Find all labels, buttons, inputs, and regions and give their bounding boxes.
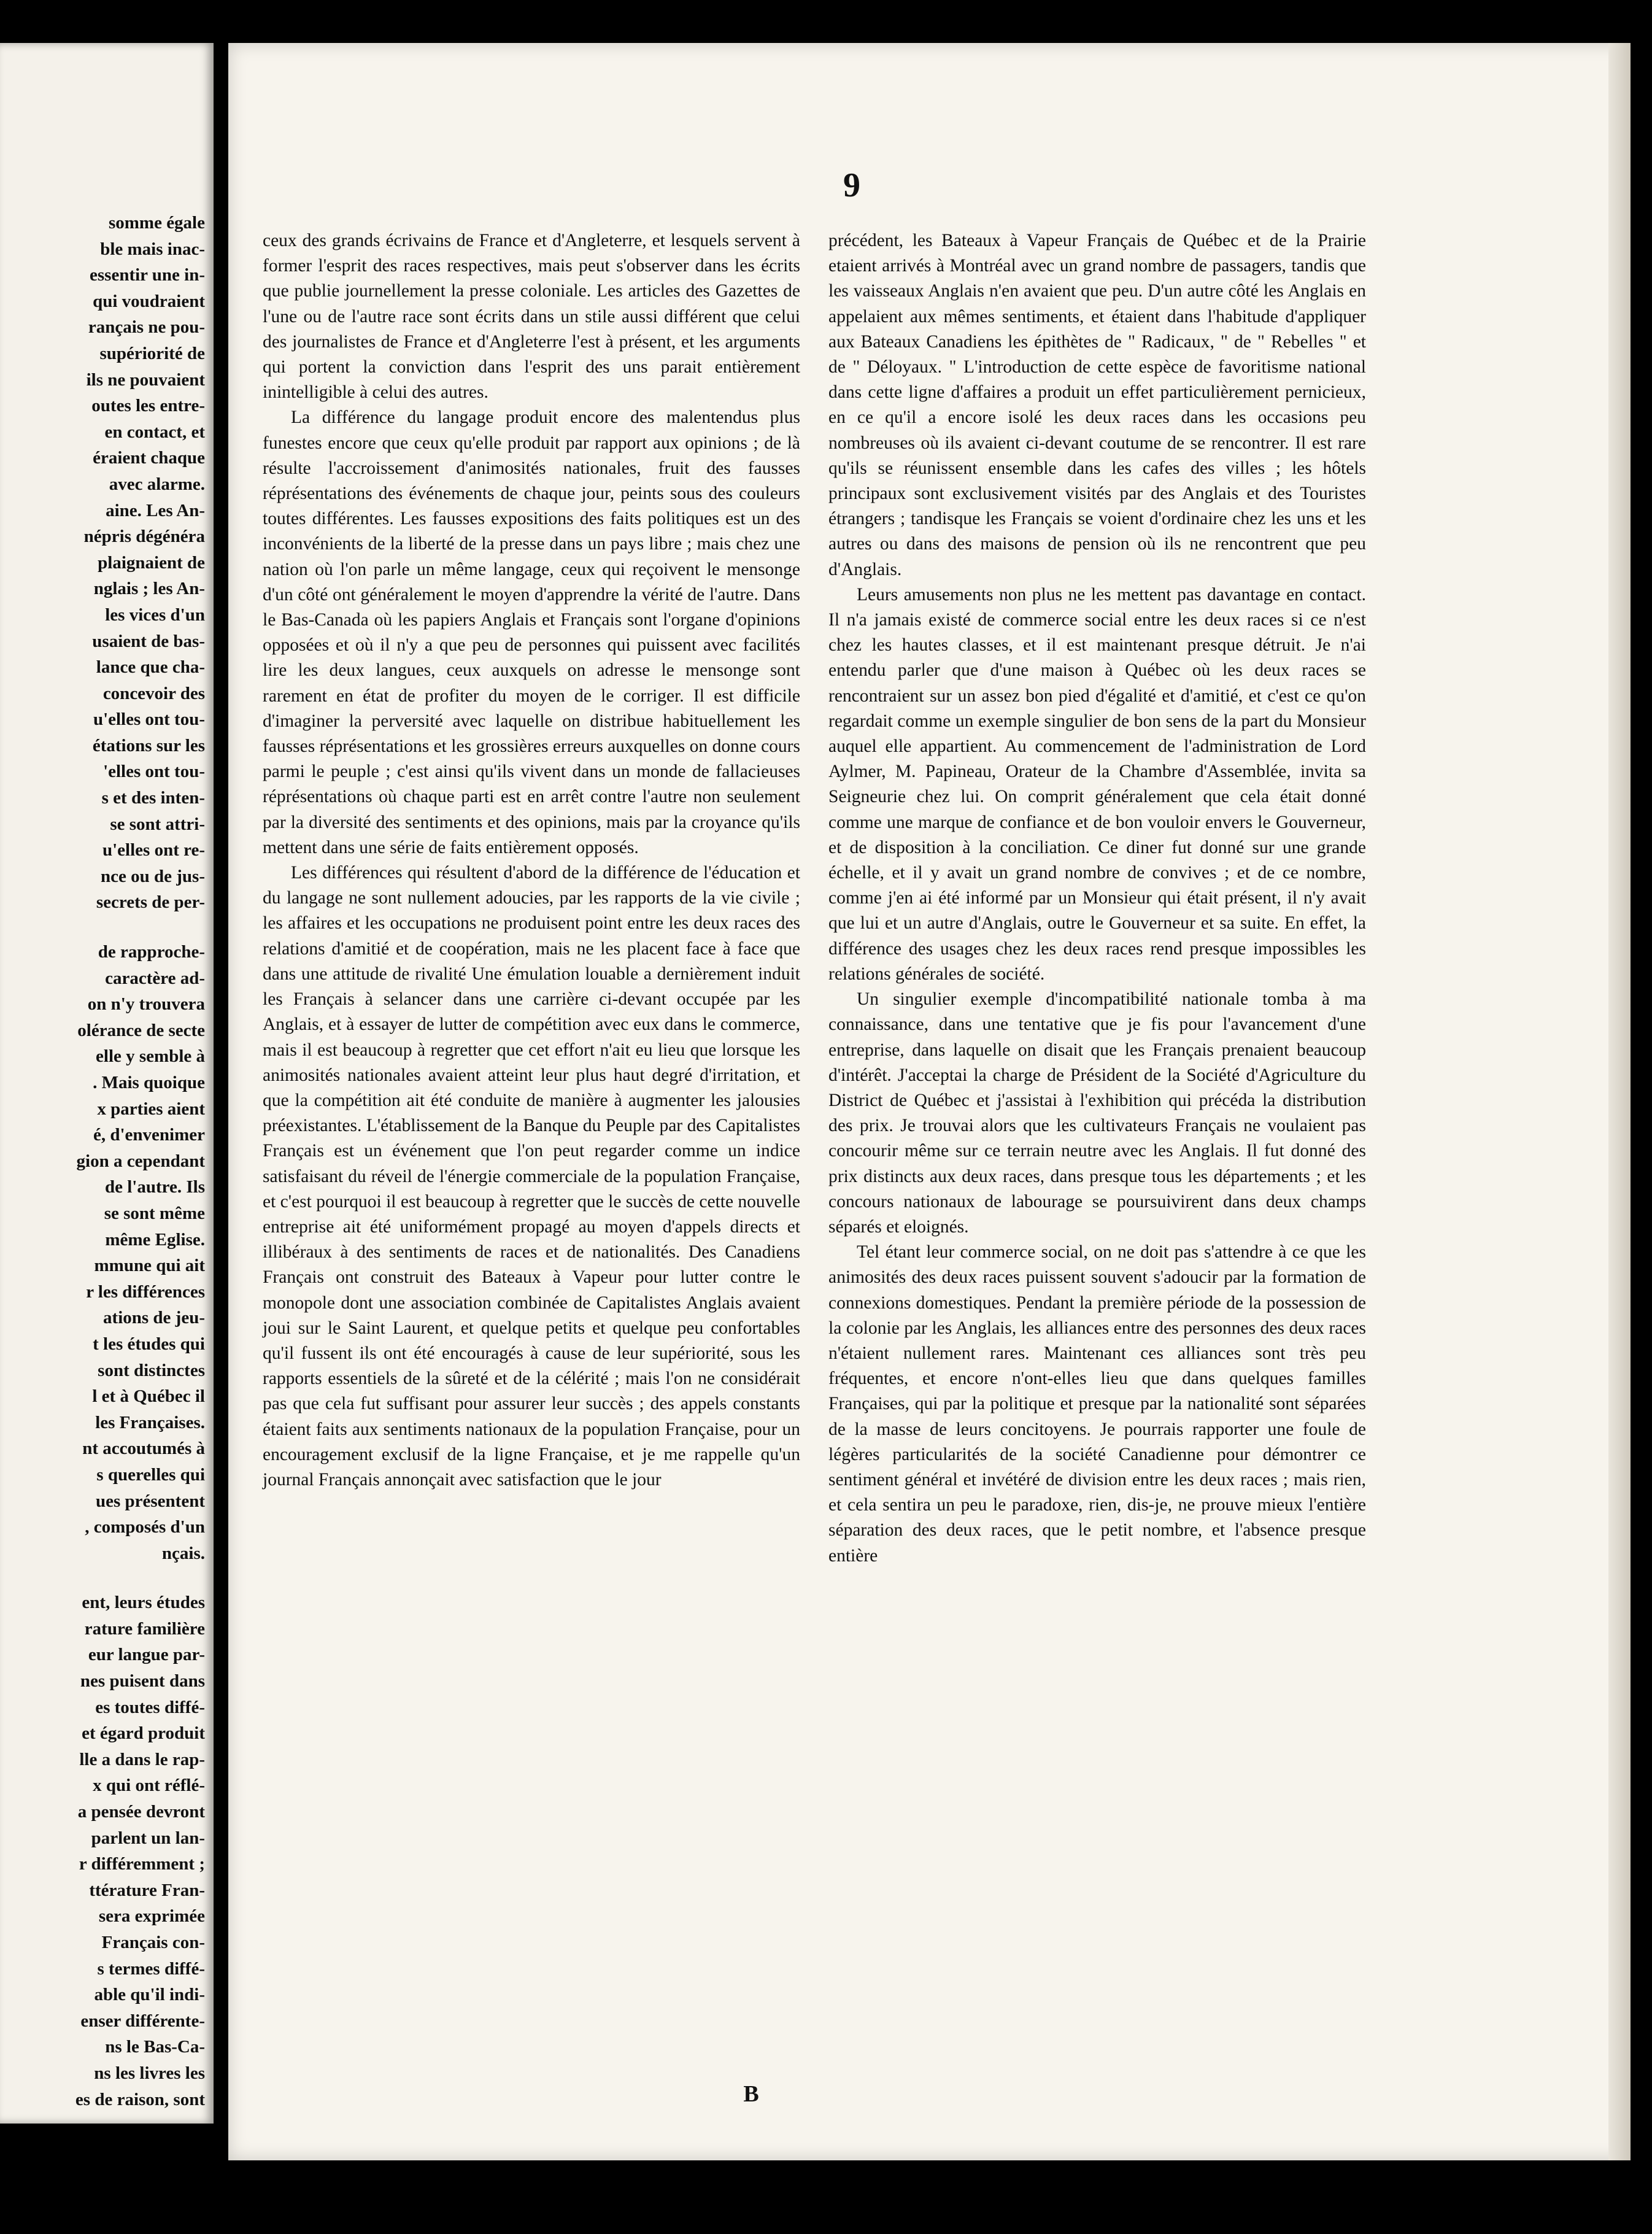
page — [228, 43, 1631, 2160]
previous-page-line: s et des inten- — [101, 788, 205, 808]
previous-page-line: s querelles qui — [96, 1464, 205, 1485]
previous-page-line: essentir une in- — [90, 265, 205, 285]
previous-page-text — [0, 210, 205, 2112]
previous-page-line: ns les livres les — [94, 2063, 205, 2083]
previous-page-line: x parties aient — [97, 1099, 205, 1119]
previous-page-line: avec alarme. — [109, 474, 205, 494]
paragraph: précédent, les Bateaux à Vapeur Français de Québec et de la Prairie etaient arrivés à Montréal avec un grand nombre de passagers, tandis que les vaisseaux Anglais n'en avaient que peu. D'un autre côté les Anglais en appelaient aux mêmes sentiments, et étaient dans l'habitude d'appliquer aux Bateaux Canadiens les épithètes de " Radicaux, " de " Rebelles " et de " Déloyaux. " L'introduction de cette espèce de favoritisme national dans cette ligne d'affaires a produit un effet particulièrement pernicieux, en ce qu'il a encore isolé les deux races dans les occasions peu nombreuses où ils avaient ci-devant coutume de se rencontrer. Il est rare qu'ils se réunissent ensemble dans les cafes des villes ; les hôtels principaux sont exclusivement visités par des Anglais et des Touristes étrangers ; tandisque les Français se voient d'ordinaire chez les uns et les autres ou dans des maisons de pension où ils ne rencontrent que peu d'Anglais. — [828, 231, 1366, 579]
previous-page-line: nt accoutumés à — [82, 1439, 205, 1459]
previous-page-line: eur langue par- — [88, 1645, 205, 1665]
paragraph-gap — [0, 1566, 205, 1590]
previous-page-line: sont distinctes — [98, 1360, 205, 1380]
previous-page-line: plaignaient de — [98, 552, 205, 573]
previous-page-line: népris dégénéra — [83, 527, 205, 547]
previous-page-line: usaient de bas- — [92, 631, 205, 651]
previous-page-line: s termes diffé- — [97, 1958, 205, 1979]
previous-page-line: x qui ont réflé- — [93, 1776, 205, 1796]
previous-page-line: de l'autre. Ils — [105, 1177, 205, 1197]
previous-page-line: parlent un lan- — [91, 1828, 205, 1848]
previous-page-line: se sont attri- — [110, 814, 205, 834]
previous-page-line: concevoir des — [102, 683, 205, 703]
previous-page-line: lle a dans le rap- — [79, 1749, 205, 1769]
previous-page-line: ble mais inac- — [100, 239, 205, 259]
previous-page-line: a pensée devront — [77, 1802, 205, 1822]
previous-page-line: gion a cependant — [76, 1151, 205, 1171]
paragraph: Un singulier exemple d'incompatibilité nationale tomba à ma connaissance, dans une tentative que je fis pour l'avancement d'une entreprise, dans laquelle on disait que les Français prenaient beaucoup d'intérêt. J'acceptai la charge de Président de la Société d'Agriculture du District de Québec et j'assistai à l'exhibition qui précéda la distribution des prix. Je trouvai alors que les cultivateurs Français ne voulaient pas concourir même sur ce terrain neutre avec les Anglais. Il fut donné des prix distincts aux deux races, dans presque tous les départements ; et les concours nationaux de labourage se poursuivirent dans deux champs séparés et eloignés. — [828, 989, 1366, 1237]
previous-page-line: rançais ne pou- — [88, 317, 205, 338]
previous-page-line: u'elles ont tou- — [93, 709, 205, 730]
previous-page-line: es toutes diffé- — [95, 1697, 205, 1717]
previous-page-line: elle y semble à — [96, 1046, 205, 1067]
previous-page-line: lance que cha- — [96, 657, 205, 678]
paragraph: Leurs amusements non plus ne les mettent pas davantage en contact. Il n'a jamais existé de commerce social entre les deux races si ce n'est chez les hautes classes, et il est maintenant presque détruit. Je n'ai entendu parler que d'une maison à Québec où les deux races se rencontraient sur un assez bon pied d'égalité et d'amitié, et c'est ce qu'on regardait comme un exemple singulier de bon sens de la part du Monsieur auquel elle appartient. Au commencement de l'administration de Lord Aylmer, M. Papineau, Orateur de la Chambre d'Assemblée, invita sa Seigneurie chez lui. On comprit généralement que cela était donné comme une marque de confiance et de bon vouloir envers le Gouverneur, et de disposition à la conciliation. Ce diner fut donné sur une grande échelle, et il y avait un grand nombre de convives ; et de ce nombre, comme j'en ai été informé par un Monsieur qui était présent, il n'y avait que lui et un autre d'Anglais, outre le Gouverneur et sa suite. En effet, la différence des usages chez les deux races rend presque impossibles les relations générales de société. — [828, 584, 1366, 984]
previous-page-line: enser différente- — [80, 2011, 205, 2031]
previous-page-line: nes puisent dans — [80, 1671, 205, 1691]
previous-page-line: ttérature Fran- — [89, 1880, 205, 1900]
previous-page-line: les Françaises. — [95, 1412, 205, 1432]
previous-page-line: r les différences — [86, 1281, 205, 1302]
previous-page-line: é, d'envenimer — [93, 1125, 205, 1145]
page-number: 9 — [843, 166, 860, 204]
previous-page-line: , composés d'un — [85, 1517, 205, 1537]
previous-page-line: t les études qui — [93, 1334, 205, 1354]
previous-page-line: rature familière — [84, 1618, 205, 1639]
previous-page-line: secrets de per- — [96, 892, 205, 913]
signature-mark: B — [743, 2081, 759, 2107]
previous-page-line: supériorité de — [99, 343, 205, 363]
left-column — [263, 228, 800, 1493]
previous-page-line: aine. Les An- — [106, 500, 205, 520]
paragraph-gap — [0, 916, 205, 939]
previous-page-line: on n'y trouvera — [87, 994, 205, 1015]
previous-page-line: outes les entre- — [91, 396, 205, 416]
previous-page-line: l et à Québec il — [92, 1386, 205, 1407]
previous-page-line: ations de jeu- — [103, 1308, 205, 1328]
previous-page-fragment — [0, 43, 214, 2124]
previous-page-line: nçais. — [161, 1543, 205, 1563]
previous-page-line: qui voudraient — [93, 291, 205, 311]
previous-page-line: les vices d'un — [105, 605, 205, 625]
previous-page-line: ent, leurs études — [82, 1593, 205, 1613]
previous-page-line: . Mais quoique — [93, 1073, 205, 1092]
previous-page-line: ils ne pouvaient — [86, 369, 205, 390]
previous-page-line: ns le Bas-Ca- — [105, 2037, 205, 2057]
previous-page-line: able qu'il indi- — [94, 1985, 205, 2005]
previous-page-line: étations sur les — [92, 735, 205, 756]
previous-page-line: nglais ; les An- — [93, 579, 205, 599]
previous-page-line: 'elles ont tou- — [103, 762, 205, 782]
paragraph: Les différences qui résultent d'abord de la différence de l'éducation et du langage ne sont nullement adoucies, par les rapports de la vie civile ; les affaires et les occupations ne produisent point entre les deux races des relations d'amitié et de coopération, mais ne les placent face à face que dans une attitude de rivalité Une émulation louable a dernièrement induit les Français à selancer dans une carrière ci-devant occupée par les Anglais, et à essayer de lutter de compétition avec eux dans le commerce, mais il est beaucoup à regretter que cet effort n'ait eu lieu que lorsque les animosités nationales avaient atteint leur plus haut degré d'irritation, et que la compétition ait été conduite de manière à augmenter les jalousies préexistantes. L'établissement de la Banque du Peuple par des Capitalistes Français est un événement que l'on peut regarder comme un indice satisfaisant du réveil de l'énergie commerciale de la population Française, et c'est pourquoi il est beaucoup à regretter que le succès de cette nouvelle entreprise ait été uniformément propagé au moyen d'appels directs et illibéraux à des sentiments de races et de nationalités. Des Canadiens Français ont construit des Bateaux à Vapeur pour lutter contre le monopole dont une association combinée de Capitalistes Anglais avaient joui sur le Saint Laurent, et quelque petits et quelque peu confortables qu'il fussent ils ont été encouragés à cause de leur supériorité, sous les rapports essentiels de la sûreté et de la célérité ; mais l'on ne considérait pas que cela fut suffisant pour assurer leur succès ; des appels constants étaient faits aux sentiments nationaux de la population Française, pour un encouragement exclusif de la ligne Française, et je me rappelle qu'un journal Français annonçait avec satisfaction que le jour — [263, 863, 801, 1490]
previous-page-line: en contact, et — [104, 422, 205, 442]
previous-page-line: somme égale — [108, 213, 205, 233]
previous-page-line: sera exprimée — [98, 1906, 205, 1927]
previous-page-line: ues présentent — [95, 1491, 205, 1511]
previous-page-line: même Eglise. — [105, 1229, 205, 1250]
previous-page-line: et égard produit — [82, 1723, 205, 1744]
previous-page-line: u'elles ont re- — [102, 840, 205, 860]
previous-page-line: de rapproche- — [98, 942, 205, 962]
page-edge — [1608, 43, 1631, 2160]
previous-page-line: éraient chaque — [93, 448, 205, 468]
previous-page-line: es de raison, sont — [75, 2089, 205, 2109]
paragraph: La différence du langage produit encore des malentendus plus funestes encore que ceux qu'elle produit par rapport aux opinions ; de là résulte l'accroissement d'animosités nationales, fruit des fausses réprésentations des événements de chaque jour, peints sous des couleurs toutes différentes. Les fausses expositions des faits politiques est un des inconvénients de la liberté de la presse dans un pays libre ; mais chez une nation où l'on parle un même langage, ceux qui reçoivent le mensonge d'un côté ont généralement le moyen d'apprendre la vérité de l'autre. Dans le Bas-Canada où les papiers Anglais et Français sont l'organe d'opinions opposées et où il n'y a que peu de personnes qui puissent avec facilités lire les deux langues, ceux auxquels on adresse le mensonge sont rarement en état de profiter du moyen de le corriger. Il est difficile d'imaginer la perversité avec laquelle on distribue habituellement les fausses réprésentations et les grossières erreurs auxquelles on donne cours parmi le peuple ; c'est ainsi qu'ils vivent dans un monde de fallacieuses réprésentations où chaque parti est en arrêt contre l'autre non seulement par la diversité des sentiments et des opinions, mais par la croyance qu'ils mettent dans une série de faits entièrement opposés. — [263, 408, 800, 857]
previous-page-line: Français con- — [101, 1933, 205, 1952]
previous-page-line: r différemment ; — [79, 1854, 205, 1874]
previous-page-line: nce ou de jus- — [101, 866, 205, 886]
paragraph: ceux des grands écrivains de France et d'Angleterre, et lesquels servent à former l'esprit des races respectives, mais peut s'observer dans les écrits que publie journellement la presse coloniale. Les articles des Gazettes de l'une ou de l'autre race sont écrits dans un stile aussi différent que celui des journalistes de France et d'Angleterre l'est à présent, et les arguments qui portent la conviction dans l'esprit des uns parait entièrement inintelligible à celui des autres. — [263, 231, 800, 403]
previous-page-line: se sont même — [104, 1203, 205, 1223]
previous-page-line: olérance de secte — [77, 1020, 205, 1040]
previous-page-line: mmune qui ait — [94, 1256, 205, 1276]
right-column — [828, 228, 1366, 1569]
previous-page-line: caractère ad- — [105, 968, 205, 988]
paragraph: Tel étant leur commerce social, on ne doit pas s'attendre à ce que les animosités des deux races puissent souvent s'adoucir par la formation de connexions domestiques. Pendant la première période de la possession de la colonie par les Anglais, les alliances entre des personnes des deux races n'étaient nullement rares. Maintenant ces alliances sont très peu fréquentes, et encore n'ont-elles lieu que dans quelques familles Françaises, qui par la politique et presque par la nationalité sont séparées de la masse de leurs concitoyens. Je pourrais rapporter une foule de légères particularités de la société Canadienne pour démontrer ce sentiment général et invétéré de division entre les deux races ; mais rien, et cela sentira un peu le paradoxe, rien, dis-je, ne prouve mieux l'entière séparation des deux races, que le petit nombre, et l'absence presque entière — [828, 1242, 1366, 1566]
